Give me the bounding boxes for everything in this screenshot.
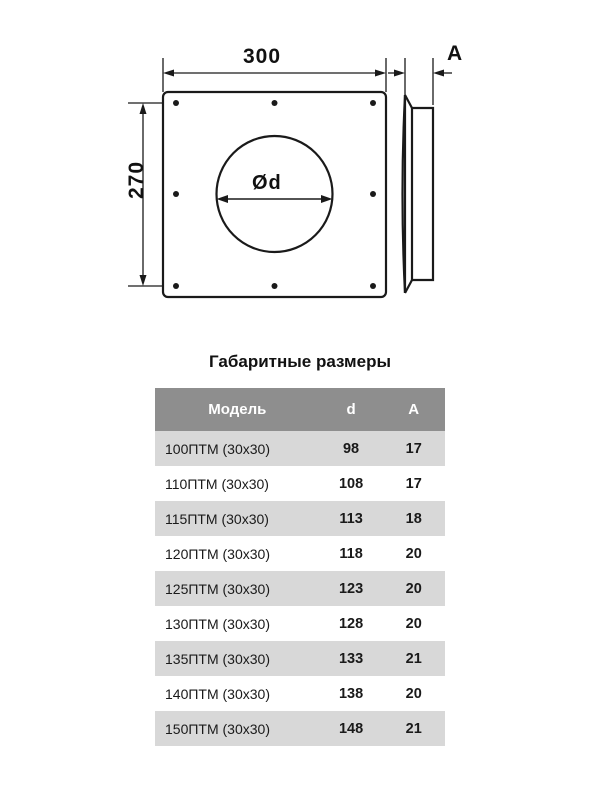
cell-d: 98 — [320, 431, 383, 466]
column-header-d: d — [320, 388, 383, 431]
table-row — [155, 431, 445, 466]
depth-dimension — [388, 58, 452, 105]
table-row — [155, 536, 445, 571]
cell-d: 113 — [320, 501, 383, 536]
cell-d: 108 — [320, 466, 383, 501]
width-dimension-label: 300 — [243, 45, 282, 68]
cell-a: 17 — [382, 431, 445, 466]
cell-model: 110ПТМ (30х30) — [155, 466, 320, 501]
cell-model: 125ПТМ (30х30) — [155, 571, 320, 606]
cell-model: 140ПТМ (30х30) — [155, 676, 320, 711]
cell-d: 133 — [320, 641, 383, 676]
cell-a: 17 — [382, 466, 445, 501]
cell-model: 150ПТМ (30х30) — [155, 711, 320, 746]
cell-a: 20 — [382, 676, 445, 711]
column-header-model: Модель — [155, 388, 320, 431]
table-row — [155, 571, 445, 606]
drawing-svg — [0, 0, 600, 340]
side-view — [403, 95, 434, 293]
table-row — [155, 606, 445, 641]
cell-a: 18 — [382, 501, 445, 536]
cell-d: 118 — [320, 536, 383, 571]
dimensions-table — [155, 388, 445, 746]
cell-model: 120ПТМ (30х30) — [155, 536, 320, 571]
cell-a: 21 — [382, 641, 445, 676]
cell-a: 21 — [382, 711, 445, 746]
technical-drawing — [0, 0, 600, 340]
table-row — [155, 641, 445, 676]
table-row — [155, 501, 445, 536]
table-row — [155, 676, 445, 711]
cell-d: 138 — [320, 676, 383, 711]
cell-a: 20 — [382, 536, 445, 571]
cell-d: 123 — [320, 571, 383, 606]
diameter-dimension-label: Ød — [252, 172, 282, 194]
cell-model: 130ПТМ (30х30) — [155, 606, 320, 641]
column-header-a: A — [382, 388, 445, 431]
cell-a: 20 — [382, 571, 445, 606]
height-dimension-label: 270 — [125, 160, 149, 200]
dimensions-section — [0, 352, 600, 746]
cell-model: 115ПТМ (30х30) — [155, 501, 320, 536]
cell-model: 135ПТМ (30х30) — [155, 641, 320, 676]
cell-model: 100ПТМ (30х30) — [155, 431, 320, 466]
cell-d: 128 — [320, 606, 383, 641]
table-title: Габаритные размеры — [209, 352, 391, 371]
depth-dimension-label: A — [447, 42, 464, 65]
table-header-row — [155, 388, 445, 431]
cell-d: 148 — [320, 711, 383, 746]
table-body — [155, 431, 445, 746]
table-row — [155, 466, 445, 501]
diameter-dimension — [217, 195, 333, 203]
table-row — [155, 711, 445, 746]
cell-a: 20 — [382, 606, 445, 641]
table-header — [155, 388, 445, 431]
